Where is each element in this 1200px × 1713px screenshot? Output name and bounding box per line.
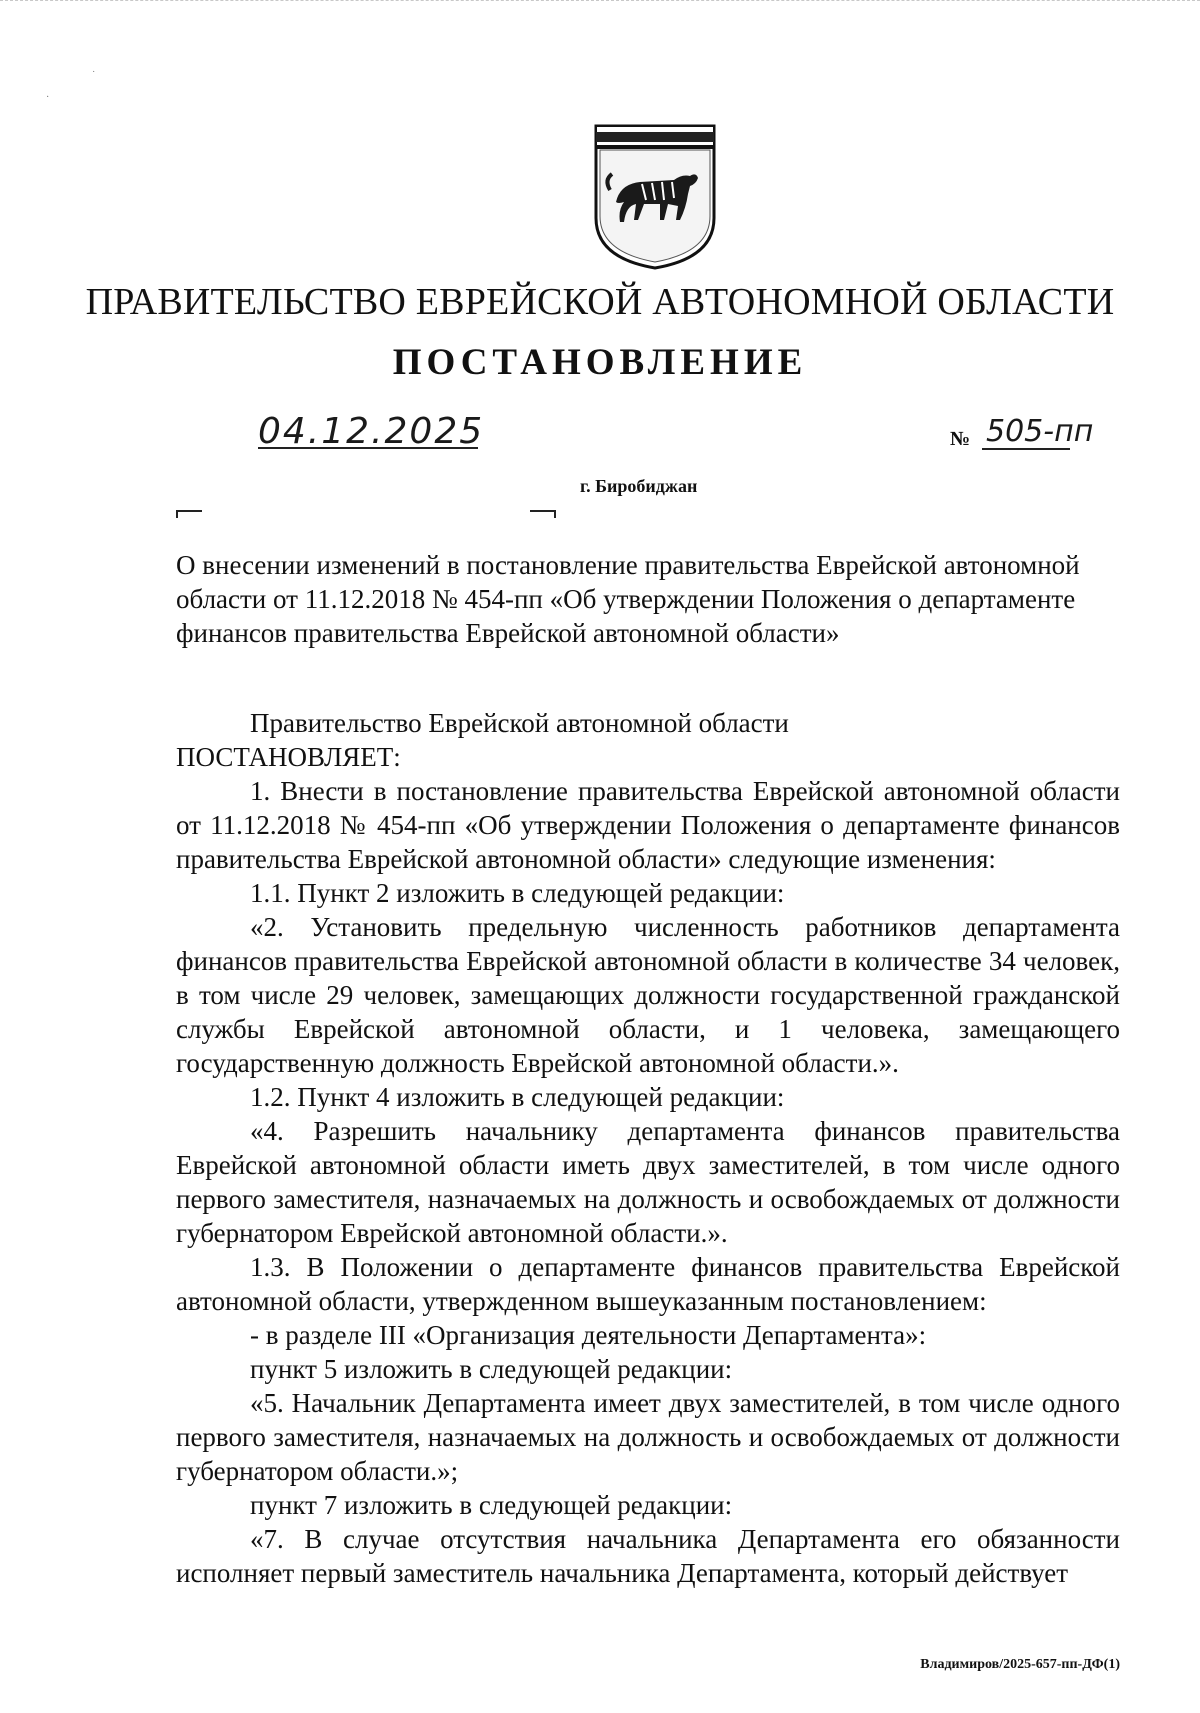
- document-type-title: ПОСТАНОВЛЕНИЕ: [392, 342, 808, 383]
- body-paragraph: пункт 5 изложить в следующей редакции:: [250, 1354, 733, 1384]
- city-label: г. Биробиджан: [580, 476, 698, 496]
- footer-reference: Владимиров/2025-657-пп-ДФ(1): [920, 1657, 1120, 1672]
- date-underline: [258, 447, 478, 449]
- document-body: [176, 706, 1120, 1590]
- body-paragraph: «2. Установить предельную численность работников департамента финансов правительства Еврейской автономной области в количестве 34 человек, в том числе 29 человек, замещающих должности государственной гражданской службы Еврейской автономной области, и 1 человека, замещающего государственную должность Еврейской автономной области.».: [176, 912, 1120, 1078]
- subject-bracket-left: [176, 510, 202, 518]
- body-paragraph: 1.1. Пункт 2 изложить в следующей редакции:: [250, 878, 785, 908]
- body-paragraph: - в разделе III «Организация деятельности Департамента»:: [250, 1320, 927, 1350]
- government-title: ПРАВИТЕЛЬСТВО ЕВРЕЙСКОЙ АВТОНОМНОЙ ОБЛАСТИ: [85, 281, 1115, 323]
- body-paragraph: 1. Внести в постановление правительства Еврейской автономной области от 11.12.2018 № 454-пп «Об утверждении Положения о департаменте финансов правительства Еврейской автономной области» следующие изменения:: [176, 776, 1120, 874]
- scan-speck: ·: [46, 92, 50, 103]
- body-paragraph: пункт 7 изложить в следующей редакции:: [250, 1490, 733, 1520]
- subject-bracket-right: [530, 510, 556, 518]
- number-underline: [982, 448, 1070, 450]
- number-label: №: [950, 428, 971, 450]
- body-paragraph: «4. Разрешить начальнику департамента финансов правительства Еврейской автономной области иметь двух заместителей, в том числе одного первого заместителя, назначаемых на должность и освобождаемых от должности губернатором Еврейской автономной области.».: [176, 1116, 1120, 1248]
- body-paragraph: ПОСТАНОВЛЯЕТ:: [176, 742, 401, 772]
- body-paragraph: 1.3. В Положении о департаменте финансов правительства Еврейской автономной области, утвержденном вышеуказанным постановлением:: [176, 1252, 1120, 1316]
- body-paragraph: Правительство Еврейской автономной области: [250, 708, 789, 738]
- body-paragraph: «7. В случае отсутствия начальника Департамента его обязанности исполняет первый заместитель начальника Департамента, который действует: [176, 1524, 1120, 1588]
- handwritten-date: 04.12.2025: [258, 411, 485, 452]
- scan-speck: ˙: [92, 70, 96, 81]
- body-paragraph: 1.2. Пункт 4 изложить в следующей редакции:: [250, 1082, 785, 1112]
- coat-of-arms-emblem: [590, 118, 720, 270]
- document-subject: О внесении изменений в постановление правительства Еврейской автономной области от 11.12.2018 № 454-пп «Об утверждении Положения о департаменте финансов правительства Еврейской автономной области»: [176, 550, 1080, 648]
- body-paragraph: «5. Начальник Департамента имеет двух заместителей, в том числе одного первого заместителя, назначаемых на должность и освобождаемых от должности губернатором области.»;: [176, 1388, 1120, 1486]
- handwritten-number: 505-пп: [986, 414, 1094, 449]
- scan-top-border: [0, 0, 1200, 3]
